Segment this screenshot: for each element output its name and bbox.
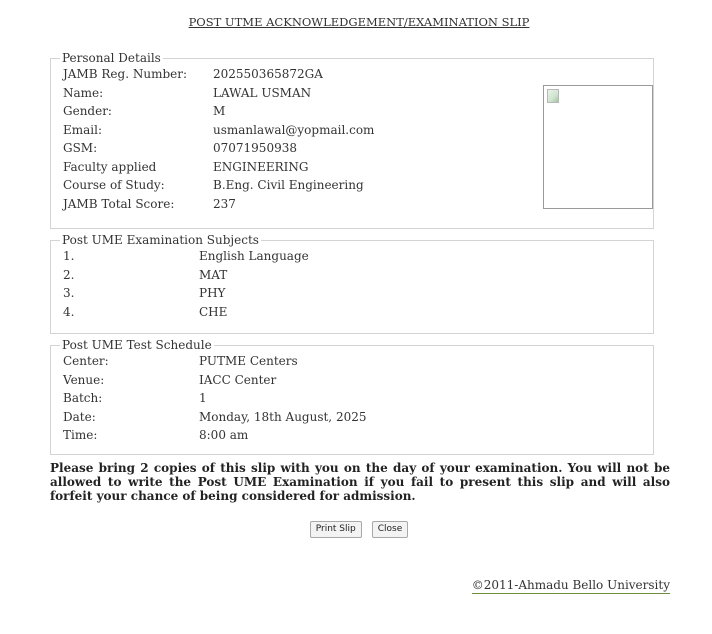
admission-notice: Please bring 2 copies of this slip with you on the day of your examination. You will not be allowed to write the Post UME Examination if you fail to present this slip and will also forfeit your chance of being considered for admission. bbox=[50, 461, 670, 503]
schedule-row bbox=[63, 371, 653, 390]
section-legend: Post UME Examination Subjects bbox=[62, 233, 259, 247]
row-label: Gender: bbox=[63, 104, 112, 118]
row-value: 237 bbox=[213, 196, 236, 211]
row-value: 1 bbox=[199, 391, 207, 405]
row-value: MAT bbox=[199, 267, 228, 282]
row-label: GSM: bbox=[63, 141, 98, 155]
schedule-row bbox=[63, 426, 653, 445]
personal-details-section bbox=[50, 51, 654, 229]
subject-row bbox=[63, 303, 653, 322]
row-value: M bbox=[213, 104, 226, 118]
row-label: JAMB Reg. Number: bbox=[63, 67, 188, 81]
page-title: POST UTME ACKNOWLEDGEMENT/EXAMINATION SLIP bbox=[188, 15, 530, 29]
test-schedule-section bbox=[50, 338, 654, 455]
row-label: JAMB Total Score: bbox=[63, 196, 175, 211]
row-label: 2. bbox=[63, 267, 75, 282]
schedule-row bbox=[63, 408, 653, 427]
details-row bbox=[63, 65, 653, 84]
broken-image-icon bbox=[547, 89, 559, 103]
passport-photo bbox=[543, 85, 653, 209]
action-buttons bbox=[0, 521, 712, 538]
row-value: CHE bbox=[199, 304, 228, 319]
copyright-footer: ©2011-Ahmadu Bello University bbox=[471, 578, 670, 592]
row-label: 4. bbox=[63, 304, 75, 319]
row-label: Center: bbox=[63, 354, 109, 368]
subject-row bbox=[63, 247, 653, 266]
section-legend: Personal Details bbox=[62, 51, 161, 65]
subject-row bbox=[63, 284, 653, 303]
row-value: IACC Center bbox=[199, 372, 277, 387]
row-value: 8:00 am bbox=[199, 428, 249, 442]
close-button[interactable]: Close bbox=[372, 521, 409, 538]
subject-row bbox=[63, 266, 653, 285]
schedule-row bbox=[63, 352, 653, 371]
row-value: LAWAL USMAN bbox=[213, 85, 312, 100]
print-slip-button[interactable]: Print Slip bbox=[310, 521, 362, 538]
row-value: English Language bbox=[199, 249, 309, 263]
row-value: ENGINEERING bbox=[213, 159, 309, 174]
schedule-row bbox=[63, 389, 653, 408]
row-label: Batch: bbox=[63, 391, 103, 405]
row-label: 1. bbox=[63, 249, 75, 263]
row-label: Name: bbox=[63, 85, 104, 100]
row-value: PUTME Centers bbox=[199, 354, 298, 368]
row-label: Date: bbox=[63, 409, 96, 424]
row-label: 3. bbox=[63, 286, 75, 300]
row-label: Venue: bbox=[63, 372, 105, 387]
row-value: usmanlawal@yopmail.com bbox=[213, 122, 375, 137]
row-label: Email: bbox=[63, 122, 103, 137]
row-value: PHY bbox=[199, 286, 226, 300]
row-label: Time: bbox=[63, 428, 98, 442]
section-legend: Post UME Test Schedule bbox=[62, 338, 212, 352]
row-label: Faculty applied bbox=[63, 159, 157, 174]
row-label: Course of Study: bbox=[63, 178, 165, 192]
row-value: Monday, 18th August, 2025 bbox=[199, 409, 367, 424]
exam-subjects-section bbox=[50, 233, 654, 334]
row-value: 07071950938 bbox=[213, 141, 297, 155]
row-value: 202550365872GA bbox=[213, 67, 323, 81]
row-value: B.Eng. Civil Engineering bbox=[213, 178, 364, 192]
